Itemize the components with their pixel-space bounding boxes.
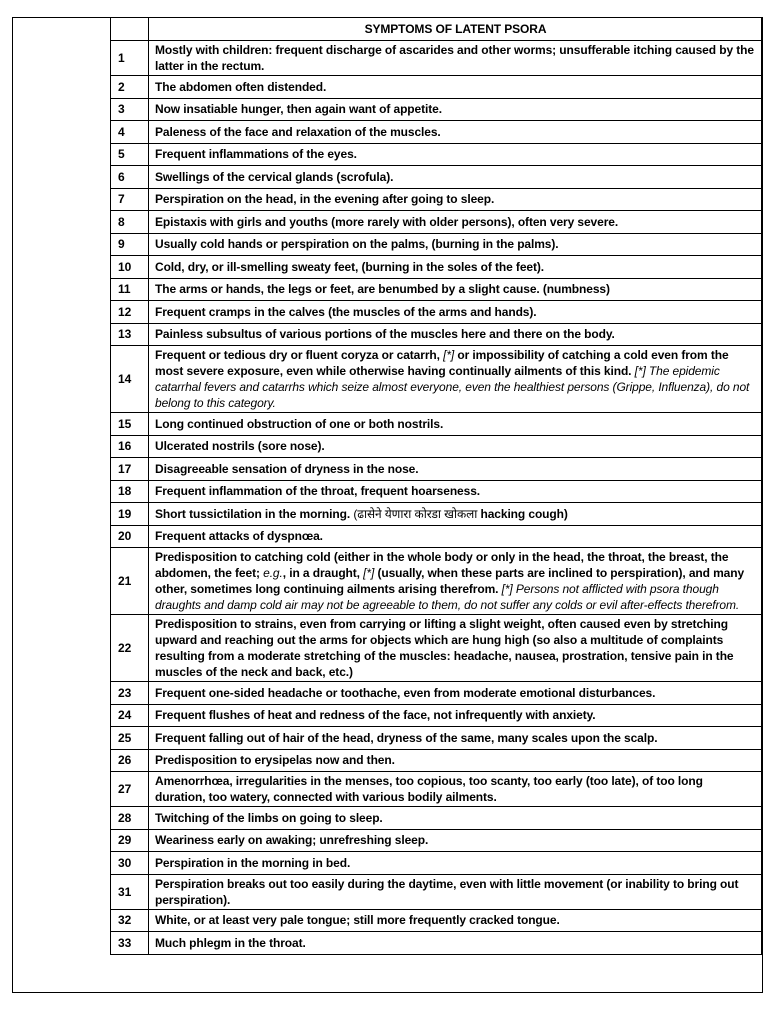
row-text	[149, 503, 762, 526]
row-text: Twitching of the limbs on going to sleep.	[149, 807, 762, 830]
table-row	[111, 76, 762, 99]
row-text: Epistaxis with girls and youths (more rarely with older persons), often very severe.	[149, 211, 762, 234]
row-number: 16	[111, 435, 149, 458]
marathi-text: (ढासेने येणारा कोरडा खोकला	[353, 506, 478, 521]
row-text: White, or at least very pale tongue; still more frequently cracked tongue.	[149, 909, 762, 932]
table-row	[111, 525, 762, 548]
row-text: Swellings of the cervical glands (scrofula).	[149, 166, 762, 189]
row-text: Perspiration breaks out too easily during the daytime, even with little movement (or inability to bring out perspiration).	[149, 874, 762, 909]
table-row	[111, 749, 762, 772]
row-text: Frequent falling out of hair of the head, dryness of the same, many scales upon the scalp.	[149, 727, 762, 750]
row-text-part: Frequent or tedious dry or fluent coryza or catarrh,	[155, 348, 440, 362]
row-number: 17	[111, 458, 149, 481]
row-number: 20	[111, 525, 149, 548]
row-number: 23	[111, 682, 149, 705]
table-row	[111, 188, 762, 211]
row-text-part: Predisposition to catching cold (either in the whole body or only in the head, the throat, the breast, the abdomen, the feet;	[155, 550, 729, 580]
row-number: 7	[111, 188, 149, 211]
row-text	[149, 548, 762, 615]
table-row	[111, 98, 762, 121]
row-number: 31	[111, 874, 149, 909]
table-row	[111, 503, 762, 526]
row-number: 25	[111, 727, 149, 750]
row-text: Much phlegm in the throat.	[149, 932, 762, 955]
table-row	[111, 413, 762, 436]
table-row	[111, 41, 762, 76]
row-number: 3	[111, 98, 149, 121]
row-number: 12	[111, 301, 149, 324]
row-number: 6	[111, 166, 149, 189]
row-text: Predisposition to strains, even from carrying or lifting a slight weight, often caused even by stretching upward and reaching out the arms for objects which are hung high (so also a multitude of complaints resulting from a moderate stretching of the muscles: headache, nausea, prostration, tensive pain in the muscles of the neck and back, etc.)	[149, 615, 762, 682]
footnote-text: [*] Persons not afflicted with psora though draughts and damp cold air may not be agreeable to them, do not suffer any colds or evil after-effects therefrom.	[155, 582, 740, 612]
row-text	[149, 346, 762, 413]
row-text: Frequent inflammations of the eyes.	[149, 143, 762, 166]
table-row	[111, 301, 762, 324]
row-text: Weariness early on awaking; unrefreshing sleep.	[149, 829, 762, 852]
table-row	[111, 932, 762, 955]
row-number: 32	[111, 909, 149, 932]
row-text: Perspiration on the head, in the evening after going to sleep.	[149, 188, 762, 211]
header-number-cell	[111, 18, 149, 41]
row-text-part: , in a draught,	[282, 566, 360, 580]
table-row	[111, 458, 762, 481]
row-text: Painless subsultus of various portions of the muscles here and there on the body.	[149, 323, 762, 346]
table-row	[111, 874, 762, 909]
row-number: 11	[111, 278, 149, 301]
row-text: Mostly with children: frequent discharge of ascarides and other worms; unsufferable itching caused by the latter in the rectum.	[149, 41, 762, 76]
row-number: 15	[111, 413, 149, 436]
row-number: 9	[111, 233, 149, 256]
row-text-part: hacking cough)	[480, 506, 568, 521]
table-row	[111, 704, 762, 727]
row-number: 8	[111, 211, 149, 234]
row-number: 24	[111, 704, 149, 727]
table-row	[111, 480, 762, 503]
row-number: 33	[111, 932, 149, 955]
row-number: 1	[111, 41, 149, 76]
row-number: 28	[111, 807, 149, 830]
table-row	[111, 256, 762, 279]
row-text-italic: e.g.	[263, 566, 283, 580]
row-text-part: Short tussictilation in the morning.	[155, 506, 351, 521]
row-number: 13	[111, 323, 149, 346]
row-number: 4	[111, 121, 149, 144]
table-row	[111, 435, 762, 458]
row-number: 19	[111, 503, 149, 526]
row-text: Frequent attacks of dyspnœa.	[149, 525, 762, 548]
symptoms-table	[110, 17, 762, 955]
row-text-part: (usually, when these parts are inclined to perspiration), and many other, sometimes long continuing ailments arising therefrom.	[155, 566, 745, 596]
row-text: Frequent flushes of heat and redness of the face, not infrequently with anxiety.	[149, 704, 762, 727]
row-text: Now insatiable hunger, then again want of appetite.	[149, 98, 762, 121]
table-row	[111, 615, 762, 682]
row-number: 10	[111, 256, 149, 279]
row-text: Disagreeable sensation of dryness in the nose.	[149, 458, 762, 481]
row-number: 29	[111, 829, 149, 852]
row-number: 26	[111, 749, 149, 772]
row-text: The arms or hands, the legs or feet, are benumbed by a slight cause. (numbness)	[149, 278, 762, 301]
table-row	[111, 909, 762, 932]
row-text: Predisposition to erysipelas now and then.	[149, 749, 762, 772]
row-number: 21	[111, 548, 149, 615]
footnote-marker: [*]	[443, 348, 455, 362]
table-row	[111, 121, 762, 144]
row-text: Frequent cramps in the calves (the muscles of the arms and hands).	[149, 301, 762, 324]
table-row	[111, 166, 762, 189]
table-row	[111, 829, 762, 852]
table-row	[111, 143, 762, 166]
row-text: Amenorrhœa, irregularities in the menses, too copious, too scanty, too early (too late), of too long duration, too watery, connected with various bodily ailments.	[149, 772, 762, 807]
table-row	[111, 772, 762, 807]
table-row	[111, 346, 762, 413]
row-text: Paleness of the face and relaxation of the muscles.	[149, 121, 762, 144]
table-row	[111, 807, 762, 830]
table-row	[111, 727, 762, 750]
table-row	[111, 278, 762, 301]
document-page	[12, 17, 763, 993]
row-text: Cold, dry, or ill-smelling sweaty feet, (burning in the soles of the feet).	[149, 256, 762, 279]
table-title: SYMPTOMS OF LATENT PSORA	[149, 18, 762, 41]
row-text: Frequent inflammation of the throat, frequent hoarseness.	[149, 480, 762, 503]
table-row	[111, 548, 762, 615]
footnote-marker: [*]	[363, 566, 375, 580]
row-number: 30	[111, 852, 149, 875]
row-text: Frequent one-sided headache or toothache, even from moderate emotional disturbances.	[149, 682, 762, 705]
row-text-part: or impossibility of catching a cold even from the most severe exposure, even while otherwise having continually ailments of this kind.	[155, 348, 729, 378]
table-row	[111, 211, 762, 234]
table-row	[111, 682, 762, 705]
row-number: 22	[111, 615, 149, 682]
row-number: 18	[111, 480, 149, 503]
table-row	[111, 323, 762, 346]
table-header-row	[111, 18, 762, 41]
row-text: Ulcerated nostrils (sore nose).	[149, 435, 762, 458]
row-number: 14	[111, 346, 149, 413]
row-number: 2	[111, 76, 149, 99]
row-text: The abdomen often distended.	[149, 76, 762, 99]
table-row	[111, 852, 762, 875]
row-text: Long continued obstruction of one or both nostrils.	[149, 413, 762, 436]
footnote-text: [*] The epidemic catarrhal fevers and catarrhs which seize almost everyone, even the healthiest persons (Grippe, Influenza), do not belong to this category.	[155, 364, 750, 410]
row-text: Usually cold hands or perspiration on the palms, (burning in the palms).	[149, 233, 762, 256]
row-text: Perspiration in the morning in bed.	[149, 852, 762, 875]
row-number: 27	[111, 772, 149, 807]
row-number: 5	[111, 143, 149, 166]
table-row	[111, 233, 762, 256]
